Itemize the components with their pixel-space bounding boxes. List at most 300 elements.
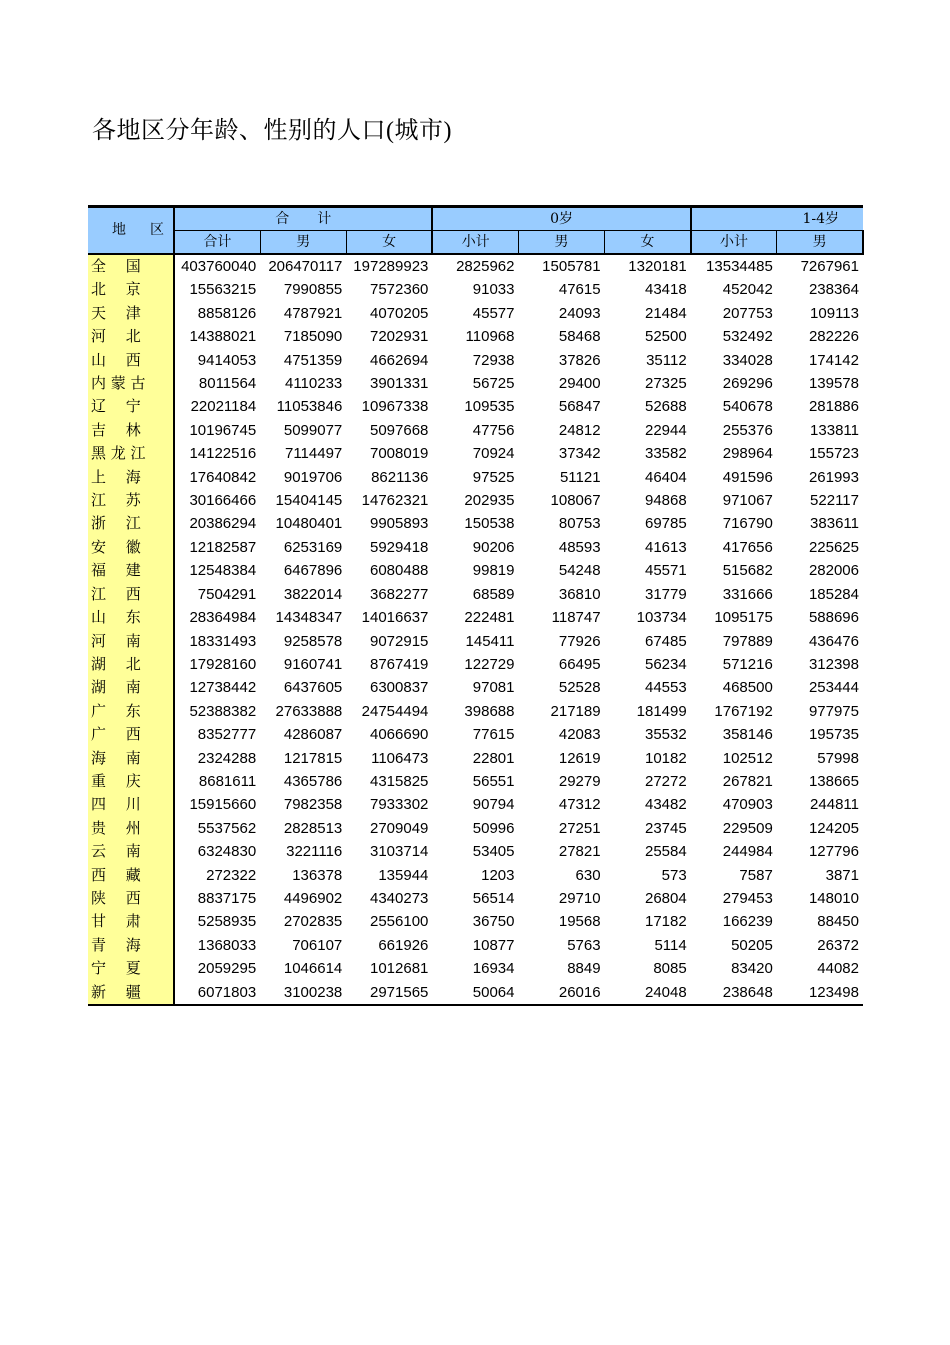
value-cell: 9160741 [283,655,343,673]
value-cell: 7990855 [283,281,343,299]
value-cell: 229509 [722,819,773,837]
value-cell: 77926 [558,632,601,650]
value-cell: 51121 [559,468,601,486]
value-cell: 13534485 [706,258,773,275]
value-cell: 24093 [558,304,601,322]
value-cell: 50205 [731,936,773,954]
value-cell: 10196745 [189,421,257,439]
value-cell: 56514 [472,889,515,907]
value-cell: 4286087 [283,726,343,744]
value-cell: 50064 [432,981,518,1005]
value-cell: 7185090 [283,328,343,346]
value-cell: 4751359 [283,351,343,369]
value-cell: 630 [575,866,601,884]
value-cell: 491596 [722,468,773,486]
value-cell: 7267961 [800,258,859,275]
value-cell: 14016637 [361,609,429,627]
subcol-age0-subtotal: 小计 [432,231,518,255]
value-cell: 1368033 [197,936,257,954]
region-cell: 海 南 [88,747,174,770]
value-cell: 282006 [808,562,859,580]
table-row [88,419,863,442]
value-cell: 6071803 [174,981,260,1005]
value-cell: 244984 [722,843,773,861]
value-cell: 9258578 [283,632,343,650]
value-cell: 138665 [808,772,859,790]
value-cell: 54248 [558,562,601,580]
value-cell: 9019706 [283,468,343,486]
subcol-total-sum: 合计 [174,231,260,255]
table-row [88,372,863,395]
region-cell: 山 西 [88,349,174,372]
value-cell: 3100238 [260,981,346,1005]
value-cell: 24048 [605,981,691,1005]
value-cell: 1217815 [283,749,343,767]
value-cell: 27633888 [275,702,343,720]
value-cell: 181499 [636,702,687,720]
region-cell: 福 建 [88,559,174,582]
value-cell: 166239 [722,913,773,931]
value-cell: 14348347 [275,609,343,627]
value-cell: 312398 [808,655,859,673]
value-cell: 26372 [817,936,859,954]
value-cell: 1046614 [283,960,343,978]
value-cell: 91033 [472,281,515,299]
value-cell: 2324288 [197,749,257,767]
value-cell: 155723 [808,445,859,463]
value-cell: 53405 [472,843,515,861]
value-cell: 6300837 [369,679,429,697]
value-cell: 123498 [777,981,863,1005]
value-cell: 3221116 [286,843,343,861]
value-cell: 5929418 [369,538,429,556]
value-cell: 8767419 [369,655,429,673]
table-row [88,606,863,629]
value-cell: 45571 [644,562,687,580]
table-row [88,512,863,535]
value-cell: 45577 [472,304,515,322]
region-cell: 安 徽 [88,536,174,559]
value-cell: 44082 [817,960,859,978]
value-cell: 2702835 [283,913,343,931]
value-cell: 9414053 [197,351,257,369]
value-cell: 35532 [644,726,687,744]
value-cell: 5537562 [197,819,257,837]
value-cell: 145411 [465,632,515,650]
region-cell: 河 北 [88,325,174,348]
value-cell: 222481 [464,609,515,627]
table-row [88,747,863,770]
value-cell: 10967338 [361,398,429,416]
value-cell: 515682 [722,562,773,580]
value-cell: 2825962 [456,258,515,275]
region-column-header: 地区 [88,207,174,255]
value-cell: 67485 [644,632,687,650]
value-cell: 41613 [644,538,687,556]
value-cell: 29400 [558,375,601,393]
value-cell: 24754494 [361,702,429,720]
value-cell: 3822014 [283,585,343,603]
value-cell: 269296 [722,375,773,393]
region-cell: 青 海 [88,934,174,957]
value-cell: 56234 [644,655,687,673]
table-row [88,302,863,325]
value-cell: 52388382 [189,702,257,720]
value-cell: 148010 [808,889,859,907]
table-row [88,254,863,278]
region-cell: 河 南 [88,630,174,653]
value-cell: 1106473 [371,749,429,767]
table-row [88,442,863,465]
region-cell: 辽 宁 [88,395,174,418]
value-cell: 18331493 [189,632,257,650]
value-cell: 37826 [558,351,601,369]
value-cell: 195735 [808,726,859,744]
value-cell: 27821 [558,843,601,861]
value-cell: 52528 [558,679,601,697]
table-row [88,278,863,301]
value-cell: 358146 [722,726,773,744]
value-cell: 7587 [739,866,773,884]
value-cell: 7008019 [369,445,429,463]
value-cell: 124205 [808,819,859,837]
value-cell: 37342 [558,445,601,463]
region-cell: 山 东 [88,606,174,629]
value-cell: 174142 [808,351,859,369]
table-row [88,536,863,559]
value-cell: 334028 [722,351,773,369]
value-cell: 6253169 [283,538,343,556]
value-cell: 30166466 [189,492,257,510]
value-cell: 94868 [644,492,687,510]
table-row [88,864,863,887]
value-cell: 1767192 [714,702,773,720]
value-cell: 66495 [558,655,601,673]
value-cell: 1203 [481,866,515,884]
value-cell: 253444 [808,679,859,697]
value-cell: 12619 [558,749,601,767]
value-cell: 8858126 [197,304,257,322]
value-cell: 9072915 [369,632,429,650]
value-cell: 7982358 [283,796,343,814]
table-row [88,723,863,746]
value-cell: 10182 [644,749,687,767]
value-cell: 52688 [644,398,687,416]
value-cell: 10877 [472,936,515,954]
value-cell: 244811 [810,796,859,814]
value-cell: 2556100 [369,913,429,931]
value-cell: 27272 [644,772,687,790]
value-cell: 207753 [722,304,773,322]
table-row [88,793,863,816]
region-cell: 黑 龙 江 [88,442,174,465]
value-cell: 24812 [558,421,601,439]
value-cell: 48593 [558,538,601,556]
value-cell: 72938 [472,351,515,369]
value-cell: 573 [661,866,687,884]
value-cell: 22021184 [190,398,257,416]
value-cell: 3103714 [369,843,429,861]
value-cell: 716790 [722,515,773,533]
value-cell: 7933302 [369,796,429,814]
page-title: 各地区分年龄、性别的人口(城市) [92,118,452,144]
table-row [88,395,863,418]
region-cell: 江 苏 [88,489,174,512]
value-cell: 57998 [817,749,859,767]
region-cell: 广 东 [88,700,174,723]
value-cell: 532492 [722,328,773,346]
table-body [88,254,863,1005]
value-cell: 7504291 [197,585,257,603]
value-cell: 272322 [206,866,257,884]
value-cell: 4662694 [369,351,429,369]
value-cell: 46404 [644,468,687,486]
value-cell: 225625 [808,538,859,556]
value-cell: 661926 [378,936,429,954]
value-cell: 4070205 [369,304,429,322]
value-cell: 68589 [472,585,515,603]
value-cell: 282226 [808,328,859,346]
table-row [88,559,863,582]
value-cell: 9905893 [369,515,429,533]
value-cell: 185284 [808,585,859,603]
region-cell: 北 京 [88,278,174,301]
group-header-age-1-4: 1-4岁 [691,207,863,231]
value-cell: 4340273 [369,889,429,907]
value-cell: 403760040 [181,258,257,275]
value-cell: 217189 [550,702,601,720]
table-row [88,887,863,910]
table-row [88,349,863,372]
region-cell: 上 海 [88,466,174,489]
value-cell: 281886 [808,398,859,416]
value-cell: 255376 [722,421,773,439]
value-cell: 50996 [472,819,515,837]
value-cell: 261993 [808,468,859,486]
value-cell: 77615 [472,726,515,744]
region-cell: 云 南 [88,840,174,863]
value-cell: 12548384 [189,562,257,580]
value-cell: 12182587 [189,538,257,556]
value-cell: 298964 [722,445,773,463]
value-cell: 103734 [636,609,687,627]
value-cell: 110968 [465,328,515,346]
value-cell: 12738442 [189,679,257,697]
value-cell: 10480401 [275,515,343,533]
region-cell: 四 川 [88,793,174,816]
value-cell: 6324830 [197,843,257,861]
header-row-groups [88,207,863,231]
value-cell: 14388021 [189,328,257,346]
table-row [88,957,863,980]
value-cell: 26016 [518,981,604,1005]
value-cell: 133811 [810,421,859,439]
region-cell: 西 藏 [88,864,174,887]
region-cell: 浙 江 [88,512,174,535]
value-cell: 20386294 [189,515,257,533]
value-cell: 1012681 [369,960,429,978]
value-cell: 331666 [722,585,773,603]
subcol-total-female: 女 [346,231,432,255]
value-cell: 88450 [817,913,859,931]
table-row [88,700,863,723]
table-row [88,770,863,793]
subcol-total-male: 男 [260,231,346,255]
value-cell: 4787921 [283,304,343,322]
table-row [88,676,863,699]
value-cell: 31779 [644,585,687,603]
value-cell: 14762321 [361,492,429,510]
value-cell: 7114497 [284,445,343,463]
value-cell: 58468 [558,328,601,346]
region-cell: 重 庆 [88,770,174,793]
value-cell: 238364 [808,281,859,299]
value-cell: 90794 [472,796,515,814]
value-cell: 44553 [644,679,687,697]
value-cell: 35112 [646,351,687,369]
value-cell: 5097668 [369,421,429,439]
value-cell: 23745 [644,819,687,837]
value-cell: 15563215 [189,281,257,299]
region-cell: 全 国 [88,254,174,278]
value-cell: 1505781 [542,258,601,275]
value-cell: 69785 [644,515,687,533]
table-row [88,466,863,489]
table-row [88,934,863,957]
region-cell: 宁 夏 [88,957,174,980]
value-cell: 4066690 [369,726,429,744]
value-cell: 21484 [644,304,687,322]
region-cell: 陕 西 [88,887,174,910]
value-cell: 122729 [464,655,515,673]
value-cell: 4315825 [369,772,429,790]
value-cell: 7572360 [369,281,429,299]
value-cell: 15404145 [275,492,343,510]
value-cell: 27251 [558,819,601,837]
value-cell: 127796 [808,843,859,861]
value-cell: 150538 [464,515,515,533]
region-cell: 甘 肃 [88,910,174,933]
value-cell: 470903 [722,796,773,814]
value-cell: 8621136 [371,468,429,486]
value-cell: 19568 [558,913,601,931]
subcol-age0-female: 女 [605,231,691,255]
table-row [88,583,863,606]
value-cell: 42083 [558,726,601,744]
value-cell: 56551 [472,772,515,790]
value-cell: 8352777 [197,726,257,744]
value-cell: 70924 [472,445,515,463]
header-row-subcolumns [88,231,863,255]
subcol-age1-4-subtotal: 小计 [691,231,777,255]
value-cell: 267821 [722,772,773,790]
value-cell: 25584 [644,843,687,861]
value-cell: 5114 [654,936,687,954]
value-cell: 102512 [722,749,773,767]
value-cell: 5258935 [197,913,257,931]
value-cell: 571216 [722,655,773,673]
value-cell: 383611 [810,515,859,533]
value-cell: 3682277 [369,585,429,603]
value-cell: 2828513 [283,819,343,837]
value-cell: 52500 [644,328,687,346]
region-cell: 广 西 [88,723,174,746]
value-cell: 5763 [567,936,601,954]
value-cell: 5099077 [283,421,343,439]
subcol-age0-male: 男 [518,231,604,255]
table-row [88,910,863,933]
value-cell: 436476 [808,632,859,650]
group-header-age-0: 0岁 [432,207,690,231]
value-cell: 47312 [558,796,601,814]
value-cell: 109113 [810,304,859,322]
value-cell: 16934 [472,960,515,978]
value-cell: 6437605 [283,679,343,697]
value-cell: 22801 [472,749,515,767]
value-cell: 540678 [722,398,773,416]
table-row [88,630,863,653]
table-row [88,817,863,840]
value-cell: 206470117 [268,258,343,275]
value-cell: 22944 [644,421,687,439]
value-cell: 3871 [825,866,859,884]
value-cell: 8849 [567,960,601,978]
value-cell: 8837175 [197,889,257,907]
table-row [88,653,863,676]
value-cell: 109535 [464,398,515,416]
value-cell: 33582 [644,445,687,463]
value-cell: 97525 [472,468,515,486]
value-cell: 2709049 [369,819,429,837]
region-cell: 新 疆 [88,981,174,1005]
value-cell: 43482 [644,796,687,814]
value-cell: 47615 [558,281,601,299]
value-cell: 14122516 [189,445,257,463]
value-cell: 2971565 [346,981,432,1005]
value-cell: 1320181 [628,258,687,275]
value-cell: 6080488 [369,562,429,580]
value-cell: 27325 [644,375,687,393]
value-cell: 468500 [722,679,773,697]
value-cell: 118747 [551,609,601,627]
value-cell: 8085 [653,960,687,978]
value-cell: 8681611 [198,772,257,790]
value-cell: 7202931 [369,328,429,346]
value-cell: 202935 [464,492,515,510]
value-cell: 17182 [644,913,687,931]
value-cell: 977975 [808,702,859,720]
value-cell: 971067 [722,492,773,510]
value-cell: 29710 [558,889,601,907]
table-row [88,981,863,1005]
value-cell: 26804 [644,889,687,907]
value-cell: 99819 [472,562,515,580]
value-cell: 11053846 [276,398,343,416]
region-cell: 江 西 [88,583,174,606]
region-cell: 天 津 [88,302,174,325]
table-row [88,840,863,863]
value-cell: 15915660 [189,796,257,814]
value-cell: 56725 [472,375,515,393]
table-row [88,489,863,512]
region-cell: 内 蒙 古 [88,372,174,395]
value-cell: 136378 [292,866,343,884]
value-cell: 8011564 [198,375,257,393]
value-cell: 4110233 [284,375,343,393]
value-cell: 797889 [722,632,773,650]
value-cell: 90206 [472,538,515,556]
value-cell: 36810 [558,585,601,603]
